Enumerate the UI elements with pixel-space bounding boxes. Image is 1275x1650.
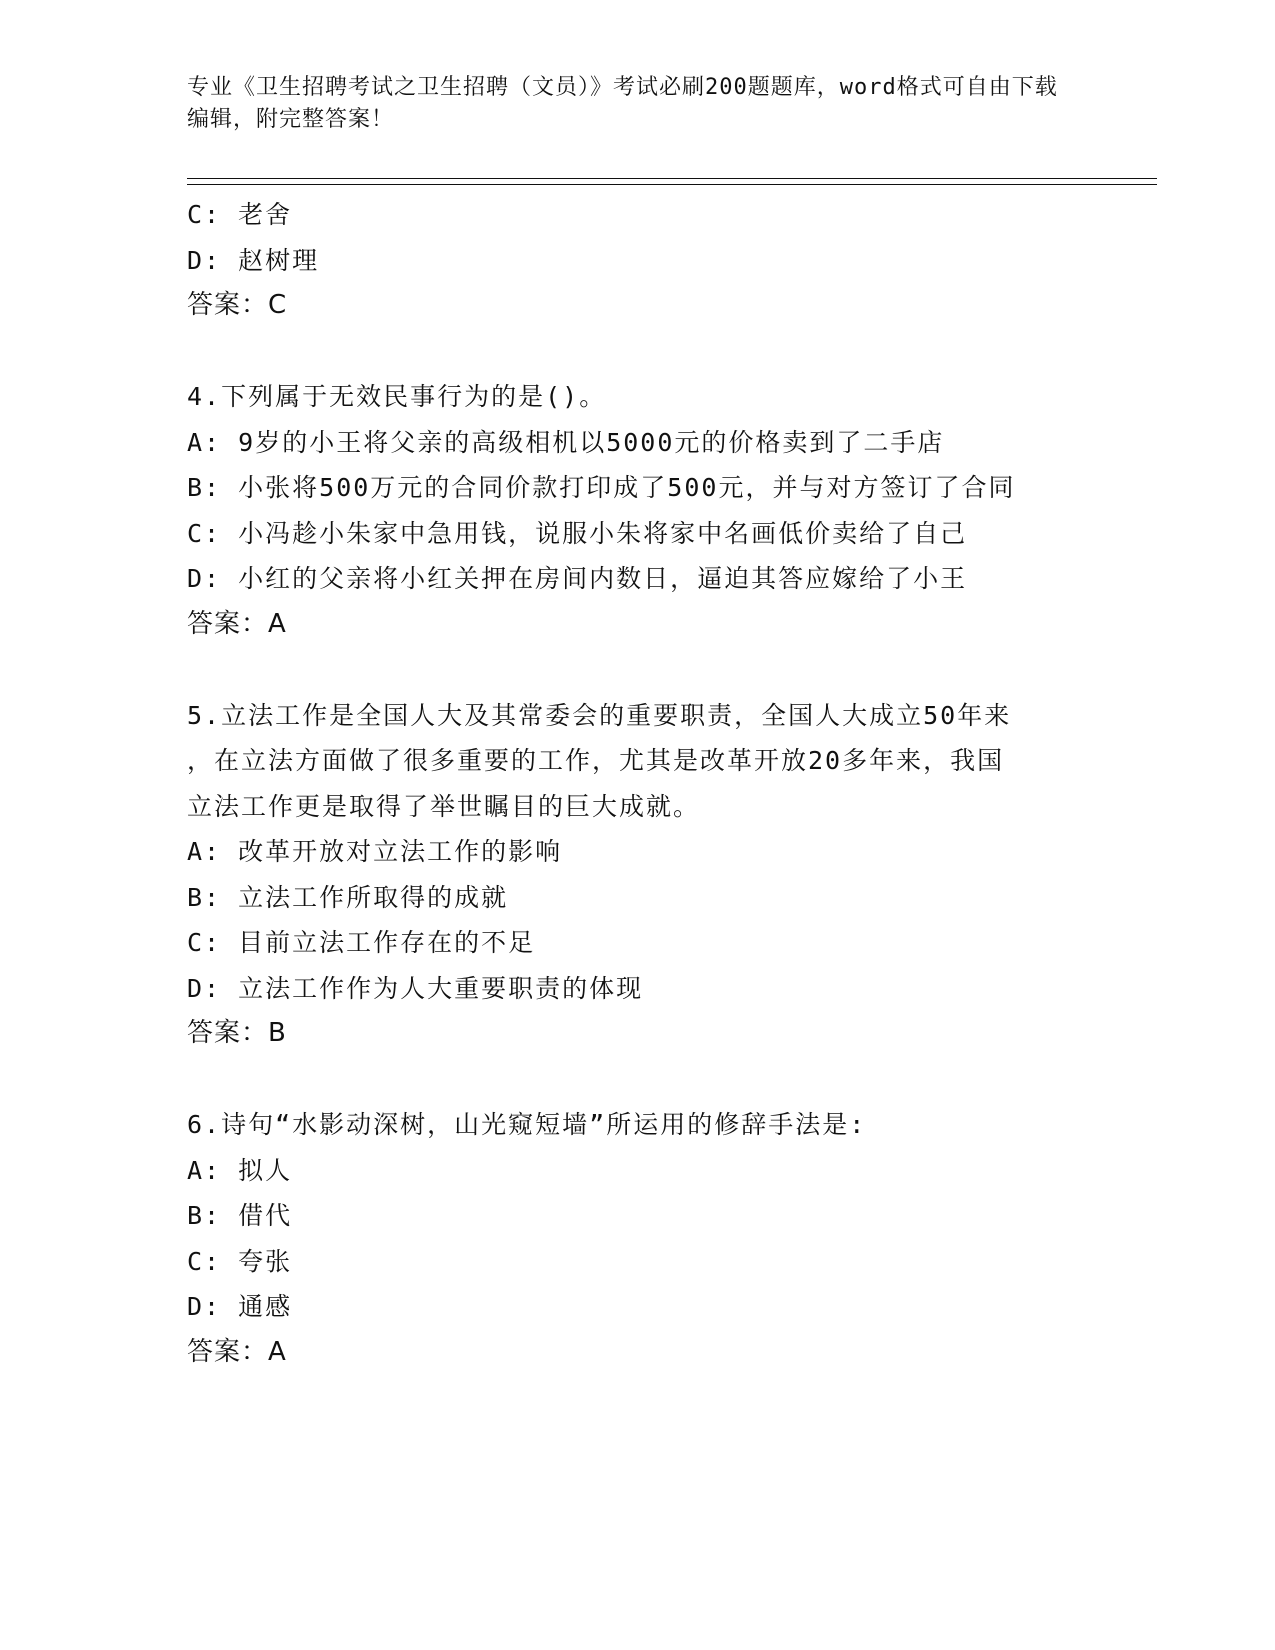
answer-value: B: [268, 1018, 287, 1048]
option-d: D: 立法工作作为人大重要职责的体现: [187, 973, 644, 1003]
answer-label: 答案：: [187, 290, 269, 320]
option-c: C: 小冯趁小朱家中急用钱，说服小朱将家中名画低价卖给了自己: [187, 518, 968, 548]
answer-value: A: [268, 1336, 287, 1367]
option-b: B: 借代: [187, 1201, 293, 1230]
answer-line: [187, 1011, 1087, 1057]
question-stem-line-3: 立法工作更是取得了举世瞩目的巨大成就。: [187, 791, 701, 821]
question-5: [187, 693, 1087, 1057]
option-a: A: 拟人: [187, 1155, 293, 1185]
question-stem: 4.下列属于无效民事行为的是()。: [187, 382, 607, 411]
option-d: D: 小红的父亲将小红关押在房间内数日，逼迫其答应嫁给了小王: [187, 564, 968, 593]
option-d: D: 赵树理: [187, 245, 320, 275]
answer-line: [187, 602, 1087, 648]
option-c: C: 老舍: [187, 200, 293, 229]
answer-label: 答案：: [187, 1336, 269, 1367]
header-divider-top: [187, 178, 1157, 179]
question-3-tail: [187, 192, 1087, 329]
answer-label: 答案：: [187, 1018, 269, 1048]
answer-line: [187, 1330, 1087, 1376]
answer-label: 答案：: [187, 608, 269, 639]
header-divider-bottom: [187, 184, 1157, 185]
answer-line: [187, 283, 1087, 329]
answer-value: A: [268, 608, 287, 639]
option-d: D: 通感: [187, 1292, 293, 1321]
question-stem-line-1: 5.立法工作是全国人大及其常委会的重要职责，全国人大成立50年来: [187, 700, 1012, 730]
option-c: C: 目前立法工作存在的不足: [187, 928, 536, 957]
option-c: C: 夸张: [187, 1246, 293, 1276]
option-b: B: 立法工作所取得的成就: [187, 882, 509, 912]
answer-value: C: [268, 290, 288, 320]
option-a: A: 9岁的小王将父亲的高级相机以5000元的价格卖到了二手店: [187, 427, 945, 457]
question-4: [187, 374, 1087, 647]
question-stem-line-2: ，在立法方面做了很多重要的工作，尤其是改革开放20多年来，我国: [187, 746, 1005, 775]
question-stem: 6.诗句“水影动深树，山光窥短墙”所运用的修辞手法是:: [187, 1110, 867, 1139]
document-header: 专业《卫生招聘考试之卫生招聘（文员）》考试必刷200题题库，word格式可自由下载编辑，附完整答案！: [187, 75, 1058, 132]
option-b: B: 小张将500万元的合同价款打印成了500元，并与对方签订了合同: [187, 473, 1016, 502]
question-6: [187, 1102, 1087, 1375]
question-list: [187, 192, 1087, 1375]
option-a: A: 改革开放对立法工作的影响: [187, 837, 563, 866]
